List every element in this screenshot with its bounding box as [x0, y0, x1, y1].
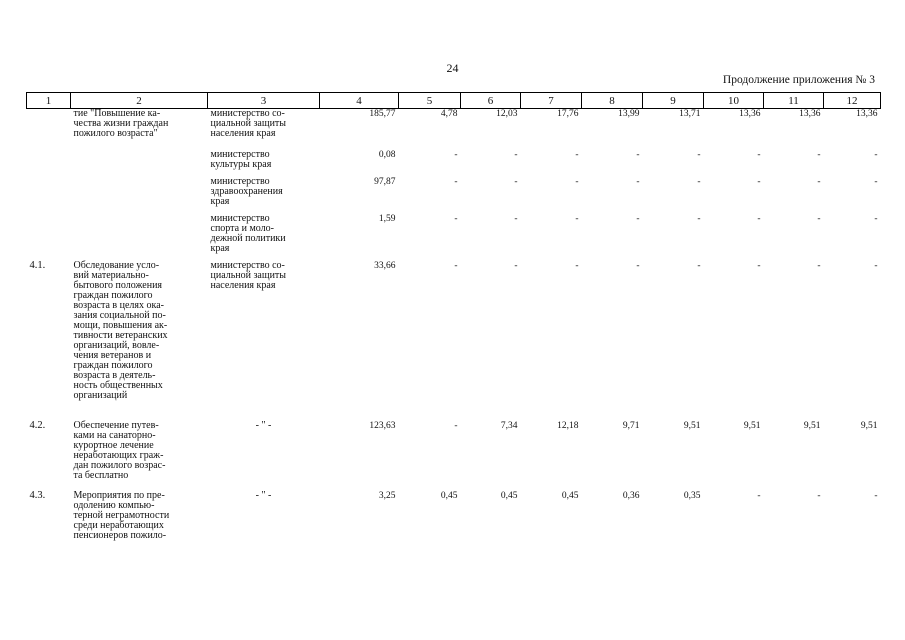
- funding-value: 7,34: [500, 420, 518, 431]
- funding-value: 0,08: [378, 149, 396, 160]
- funding-value: -: [514, 176, 518, 187]
- item-number: [27, 210, 71, 257]
- funding-value: 123,63: [369, 420, 396, 431]
- funding-value: -: [757, 149, 761, 160]
- item-number: 4.2.: [29, 419, 46, 431]
- item-number: 4.1.: [29, 259, 46, 271]
- funding-value: 0,45: [440, 490, 458, 501]
- funding-value: -: [757, 260, 761, 271]
- funding-value: 3,25: [378, 490, 396, 501]
- column-header: 2: [71, 93, 208, 109]
- executor: министерство здравоохранения края: [210, 175, 283, 207]
- funding-value: 9,51: [860, 420, 878, 431]
- table-row: [27, 210, 881, 257]
- funding-value: -: [514, 149, 518, 160]
- funding-value: 0,36: [622, 490, 640, 501]
- funding-value: -: [874, 213, 878, 224]
- column-header: 11: [764, 93, 824, 109]
- funding-value: 9,51: [683, 420, 701, 431]
- funding-value: -: [575, 260, 579, 271]
- funding-value: 13,36: [856, 109, 878, 119]
- funding-value: -: [514, 260, 518, 271]
- funding-value: 17,76: [557, 109, 579, 119]
- activity-name: Обеспечение путев- ками на санаторно- курортное лечение неработающих граж- дан пожилого возрас- та бесплатно: [73, 419, 166, 481]
- activity-name: [71, 210, 208, 257]
- activity-name: [71, 146, 208, 173]
- executor: министерство культуры края: [210, 148, 272, 170]
- funding-value: -: [757, 176, 761, 187]
- column-header: 10: [704, 93, 764, 109]
- executor: министерство спорта и моло- дежной политики края: [210, 212, 286, 254]
- table-row: [27, 257, 881, 417]
- table-row: [27, 109, 881, 146]
- funding-value: 13,99: [618, 109, 640, 119]
- column-number-row: [27, 93, 881, 109]
- funding-value: -: [874, 260, 878, 271]
- executor: - " -: [255, 419, 272, 431]
- column-header: 8: [582, 93, 643, 109]
- funding-value: -: [454, 149, 458, 160]
- funding-value: 185,77: [369, 109, 396, 119]
- funding-value: 12,18: [557, 420, 579, 431]
- column-header: 6: [461, 93, 521, 109]
- funding-value: -: [817, 260, 821, 271]
- funding-value: -: [636, 213, 640, 224]
- funding-value: 9,51: [743, 420, 761, 431]
- funding-value: -: [697, 149, 701, 160]
- funding-value: -: [817, 213, 821, 224]
- page-number: 24: [446, 61, 459, 75]
- appendix-continuation-note: Продолжение приложения № 3: [722, 74, 875, 86]
- funding-value: -: [817, 490, 821, 501]
- column-header: 9: [643, 93, 704, 109]
- executor: - " -: [255, 489, 272, 501]
- funding-value: 0,35: [683, 490, 701, 501]
- table-row: [27, 487, 881, 547]
- funding-value: -: [697, 176, 701, 187]
- table-row: [27, 173, 881, 210]
- column-header: 1: [27, 93, 71, 109]
- funding-value: -: [817, 149, 821, 160]
- funding-value: 12,03: [496, 109, 518, 119]
- funding-value: 13,36: [799, 109, 821, 119]
- budget-table: [26, 92, 881, 547]
- funding-value: -: [575, 149, 579, 160]
- funding-value: 13,36: [739, 109, 761, 119]
- table-row: [27, 146, 881, 173]
- funding-value: -: [817, 176, 821, 187]
- activity-name: Обследование усло- вий материально- бытового положения граждан пожилого возраста в целях ока- зания социальной по- мощи, повышения ак- тивности ветеранских организаций, вовле- чения ветеранов и граждан пожилого возраста в деятель- ность общественных организаций: [73, 259, 168, 401]
- funding-value: -: [874, 490, 878, 501]
- column-header: 4: [320, 93, 399, 109]
- activity-name: [71, 173, 208, 210]
- column-header: 5: [399, 93, 461, 109]
- funding-value: -: [454, 420, 458, 431]
- funding-value: 1,59: [378, 213, 396, 224]
- activity-name: Мероприятия по пре- одолению компью- терной неграмотности среди неработающих пенсионеров пожило-: [73, 489, 170, 541]
- column-header: 12: [824, 93, 881, 109]
- funding-value: -: [454, 213, 458, 224]
- funding-value: -: [757, 490, 761, 501]
- funding-value: 97,87: [374, 176, 396, 187]
- funding-value: -: [697, 260, 701, 271]
- funding-value: -: [874, 149, 878, 160]
- funding-value: -: [454, 176, 458, 187]
- funding-value: 0,45: [500, 490, 518, 501]
- funding-value: -: [575, 176, 579, 187]
- item-number: 4.3.: [29, 489, 46, 501]
- funding-value: 4,78: [440, 109, 458, 119]
- funding-value: -: [697, 213, 701, 224]
- funding-value: -: [874, 176, 878, 187]
- item-number: [27, 173, 71, 210]
- table-body: [27, 109, 881, 547]
- funding-value: 9,51: [803, 420, 821, 431]
- funding-value: -: [454, 260, 458, 271]
- item-number: [27, 146, 71, 173]
- funding-value: 33,66: [374, 260, 396, 271]
- funding-value: -: [636, 176, 640, 187]
- executor: министерство со- циальной защиты населения края: [210, 259, 287, 291]
- executor: министерство со- циальной защиты населения края: [210, 108, 287, 139]
- activity-name: тие "Повышение ка- чества жизни граждан пожилого возраста": [73, 108, 169, 139]
- funding-value: 0,45: [561, 490, 579, 501]
- column-header: 3: [208, 93, 320, 109]
- column-header: 7: [521, 93, 582, 109]
- funding-value: -: [757, 213, 761, 224]
- funding-value: -: [636, 260, 640, 271]
- funding-value: 9,71: [622, 420, 640, 431]
- funding-value: -: [514, 213, 518, 224]
- funding-value: 13,71: [679, 109, 701, 119]
- funding-value: -: [636, 149, 640, 160]
- funding-value: -: [575, 213, 579, 224]
- item-number: [27, 109, 71, 146]
- table-row: [27, 417, 881, 487]
